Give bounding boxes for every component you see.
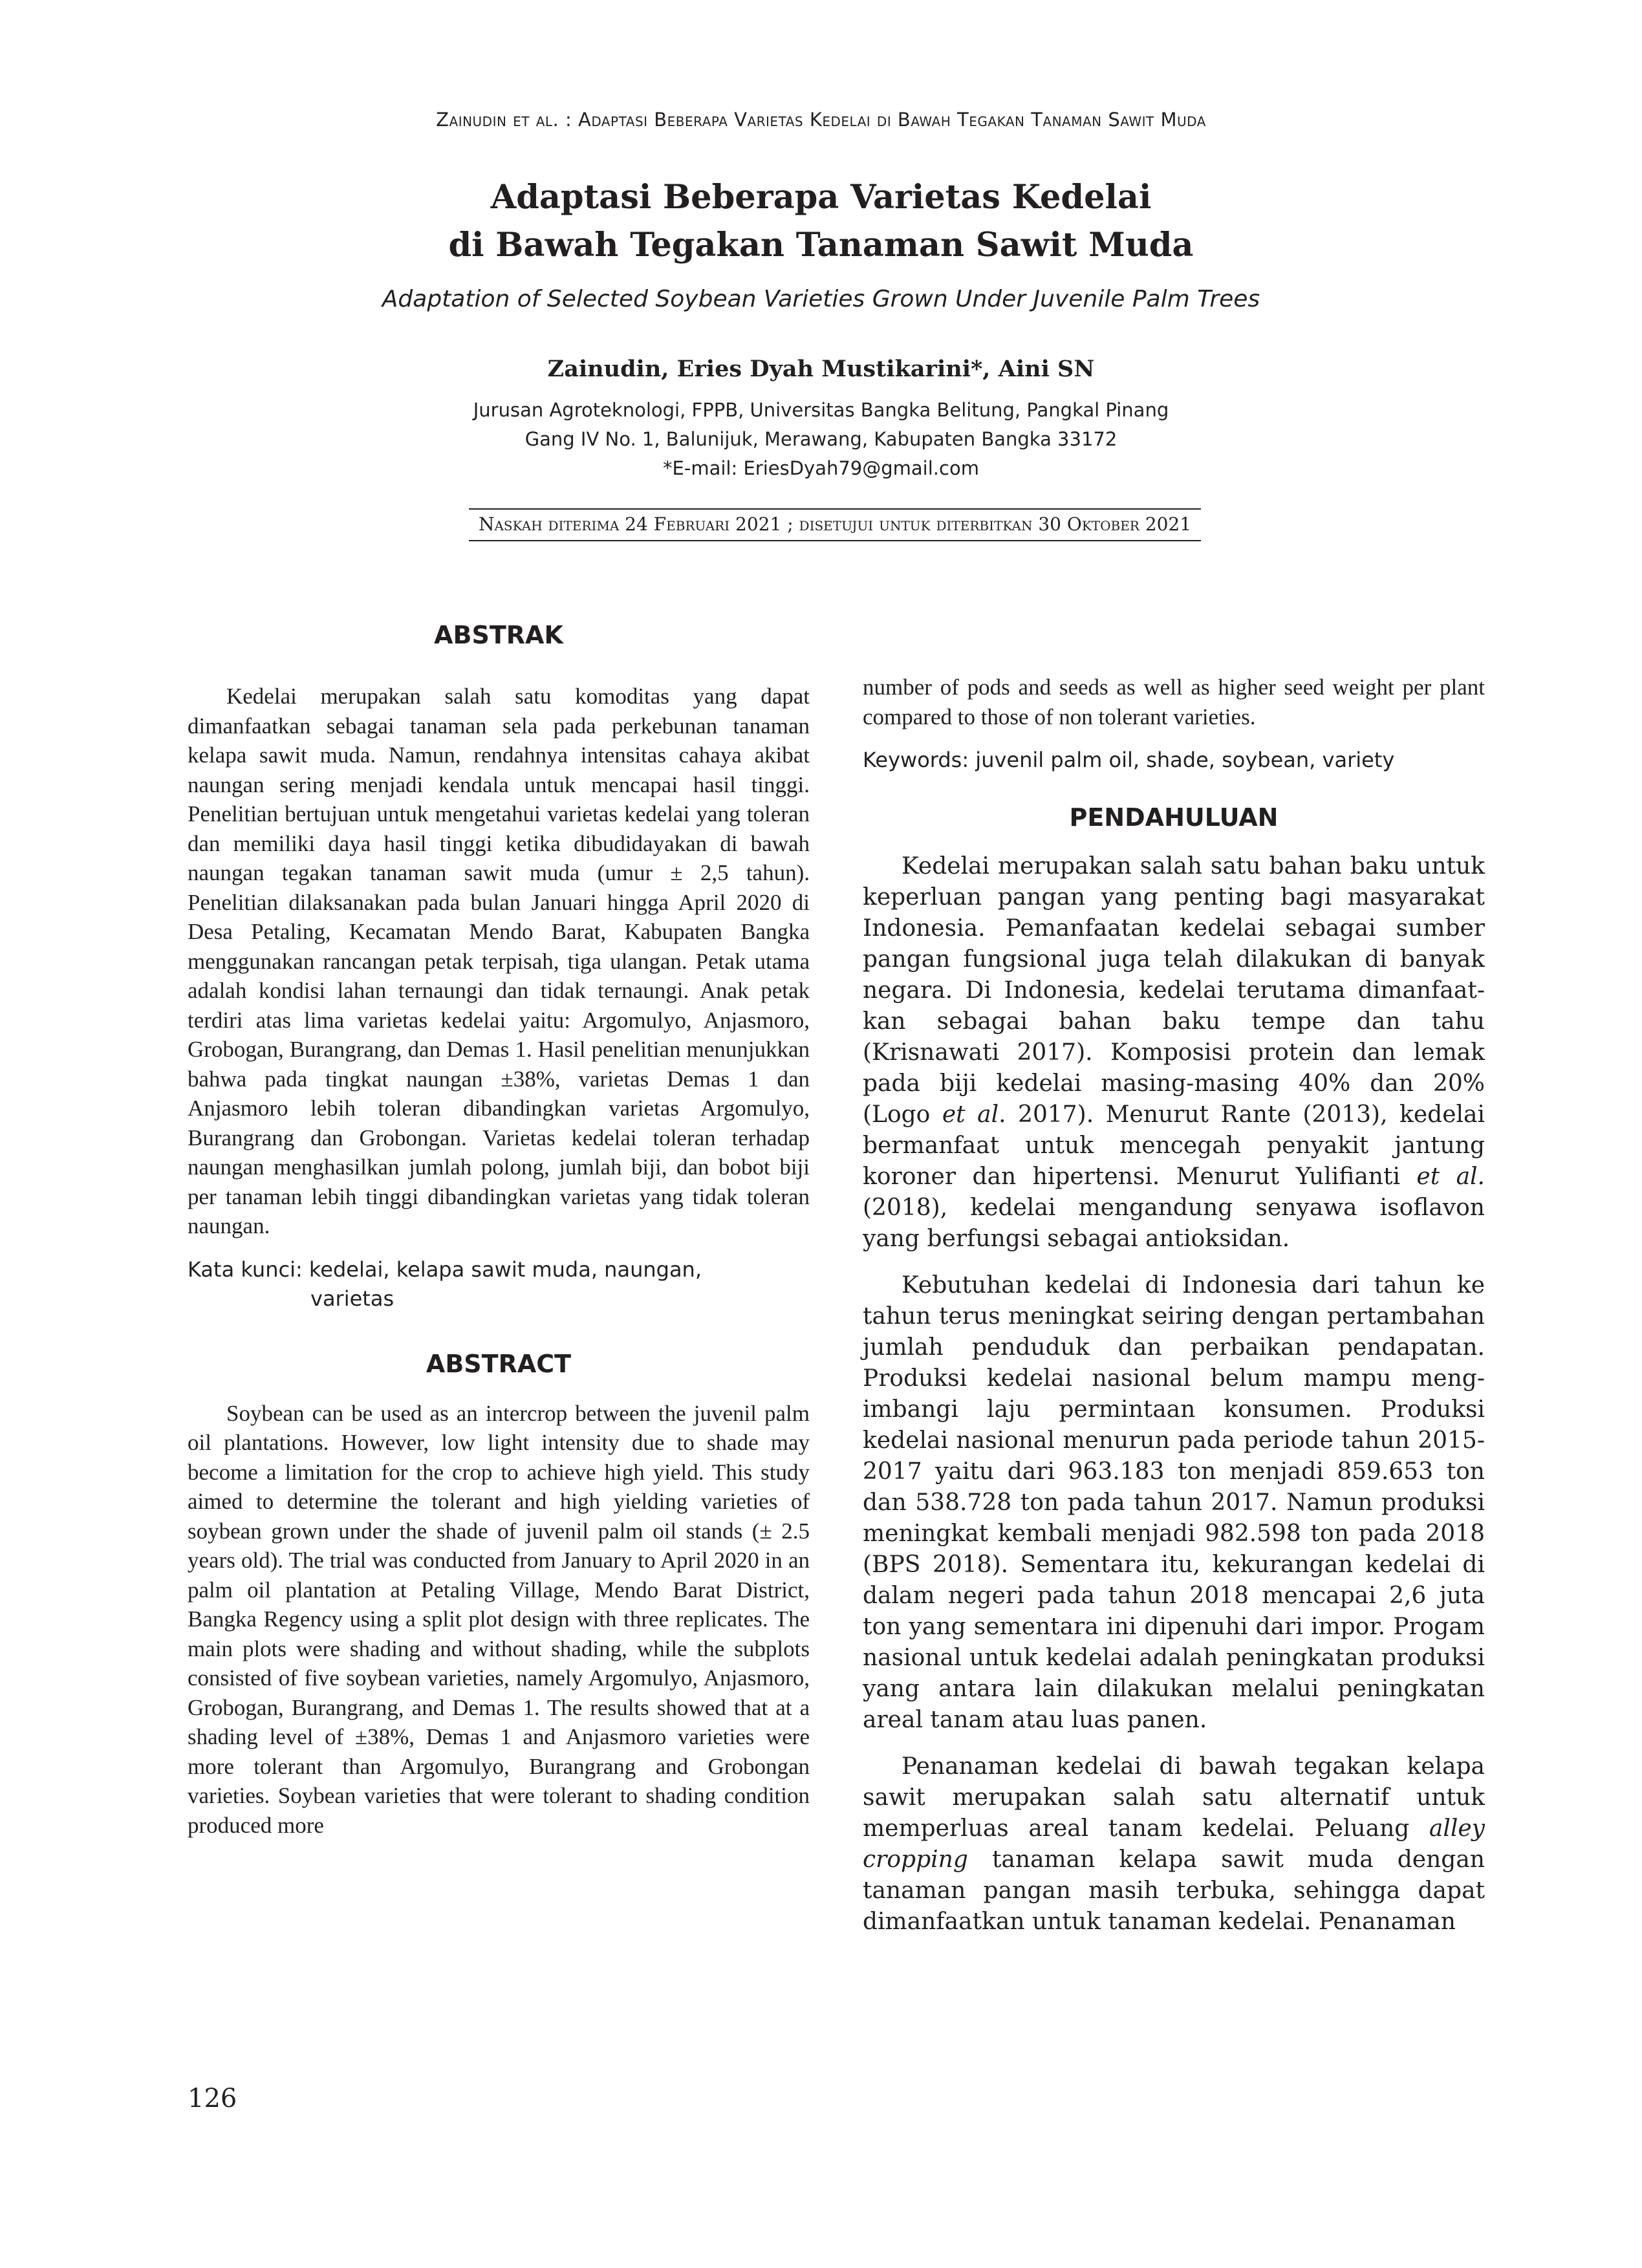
p3-text-b: tanaman kelapa sawit muda dengan tanaman pangan masih terbuka, sehingga dapat dimanfaatkan untuk tanaman kedelai. Penanaman	[863, 1846, 1485, 1935]
p1-text-b: . 2017). Menurut Rante (2013), kedelai bermanfaat untuk mencegah penyakit jantung koroner dan hipertensi. Menurut Yulifianti	[863, 1101, 1485, 1190]
affiliation	[0, 396, 1642, 483]
affiliation-line-2: Gang IV No. 1, Balunijuk, Merawang, Kabupaten Bangka 33172	[524, 428, 1118, 450]
page-number: 126	[188, 2084, 237, 2113]
right-column	[863, 673, 1485, 1938]
english-title: Adaptation of Selected Soybean Varieties Grown Under Juvenile Palm Trees	[382, 286, 1260, 312]
p1-et-al-1: et al	[942, 1101, 999, 1128]
abstract-text: Soybean can be used as an intercrop between the juvenil palm oil plantations. However, low light intensity due to shade may become a limitation for the crop to achieve high yield. This study aimed to determine the tolerant and high yielding varieties of soybean grown under the shade of juvenil palm oil stands (± 2.5 years old). The trial was conducted from January to April 2020 in an palm oil plantation at Petaling Village, Mendo Barat District, Bangka Regency using a split plot design with three replicates. The main plots were shading and without shading, while the subplots consisted of five soybean varieties, namely Argomulyo, Anjasmoro, Grobogan, Burangrang, and Demas 1. The results showed that at a shading level of ±38%, Demas 1 and Anjasmoro varieties were more tolerant than Argomulyo, Burangrang and Grobongan varieties. Soybean varieties that were tolerant to shading condition produced more	[188, 1400, 810, 1838]
abstrak-text: Kedelai merupakan salah satu komoditas yang dapat dimanfaatkan sebagai tanaman sela pada perkebunan tanaman kelapa sawit muda. Namun, rendahnya intensitas cahaya akibat naungan sering menjadi kendala untuk mencapai hasil tinggi. Penelitian bertujuan untuk mengetahui varietas kedelai yang toleran dan memiliki daya hasil tinggi ketika dibudidayakan di bawah naungan tegakan tanaman sawit muda (umur ± 2,5 tahun). Penelitian dilaksanakan pada bulan Januari hingga April 2020 di Desa Petaling, Kecamatan Mendo Barat, Kabupaten Bangka menggunakan rancangan petak terpisah, tiga ulangan. Petak utama adalah kondisi lahan ternaungi dan tidak ternaungi. Anak petak terdiri atas lima varietas kedelai yaitu: Argomulyo, Anjasmoro, Grobogan, Burangrang, dan Demas 1. Hasil penelitian menunjukkan bahwa pada tingkat naungan ±38%, varietas Demas 1 dan Anjasmoro lebih toleran dibandingkan varietas Argomulyo, Burangrang dan Grobongan. Varietas kedelai toleran terhadap naungan menghasilkan jumlah polong, jumlah biji, dan bobot biji per tanaman lebih tinggi dibandingkan varietas yang tidak toleran naungan.	[188, 684, 810, 1238]
title-line-1: Adaptasi Beberapa Varietas Kedelai	[490, 178, 1152, 217]
affiliation-line-1: Jurusan Agroteknologi, FPPB, Universitas Bangka Belitung, Pangkal Pinang	[473, 399, 1169, 421]
kata-kunci	[188, 1255, 810, 1313]
kata-kunci-line-2: varietas	[310, 1286, 394, 1311]
received-date-line: Naskah diterima 24 Februari 2021 ; disetujui untuk diterbitkan 30 Oktober 2021	[469, 508, 1201, 541]
p1-text-c: (2018), kedelai mengandung senyawa isoflavon yang berfungsi sebagai antioksidan.	[863, 1194, 1485, 1252]
abstrak-heading: ABSTRAK	[434, 621, 563, 649]
pendahuluan-paragraph-1	[863, 851, 1485, 1255]
pendahuluan-heading: PENDAHULUAN	[1069, 803, 1279, 832]
abstract-text-continued: number of pods and seeds as well as higher seed weight per plant compared to those of non tolerant varieties.	[863, 675, 1485, 729]
running-head: Zainudin et al. : Adaptasi Beberapa Varietas Kedelai di Bawah Tegakan Tanaman Sawit Muda	[436, 109, 1206, 131]
pendahuluan-paragraph-3	[863, 1751, 1485, 1938]
p1-text-a: Kedelai merupakan salah satu bahan baku untuk keperluan pangan yang penting bagi masyarakat Indonesia. Pemanfaatan kedelai sebagai sumber pangan fungsional juga telah dilakukan di banyak negara. Di Indonesia, kedelai terutama dimanfaatkan sebagai bahan baku tempe dan tahu (Krisnawati 2017). Komposisi protein dan lemak pada biji kedelai masing-masing 40% dan 20% (Logo	[863, 853, 1485, 1128]
p1-et-al-2: et al.	[1416, 1163, 1485, 1190]
title-line-2: di Bawah Tegakan Tanaman Sawit Muda	[448, 226, 1194, 265]
article-title	[0, 173, 1642, 269]
p3-text-a: Penanaman kedelai di bawah tegakan kelapa sawit merupakan salah satu alternatif untuk memperluas areal tanam kedelai. Peluang	[863, 1753, 1485, 1842]
p3-alley-cropping: alley cropping	[863, 1815, 1485, 1873]
abstract-heading: ABSTRACT	[426, 1349, 572, 1378]
left-column	[188, 621, 810, 1840]
authors: Zainudin, Eries Dyah Mustikarini*, Aini SN	[547, 356, 1095, 382]
abstract-keywords: Keywords: juvenil palm oil, shade, soybean, variety	[863, 748, 1395, 772]
corresponding-email: *E-mail: EriesDyah79@gmail.com	[663, 457, 979, 479]
kata-kunci-line-1: Kata kunci: kedelai, kelapa sawit muda, naungan,	[188, 1257, 702, 1282]
pendahuluan-paragraph-2: Kebutuhan kedelai di Indonesia dari tahun ke tahun terus meningkat seiring dengan pertambahan jumlah penduduk dan perbaikan pendapatan. Produksi kedelai nasional belum mampu mengimbangi laju permintaan konsumen. Produksi kedelai nasional menurun pada periode tahun 2015-2017 yaitu dari 963.183 ton menjadi 859.653 ton dan 538.728 ton pada tahun 2017. Namun produksi meningkat kembali menjadi 982.598 ton pada 2018 (BPS 2018). Sementara itu, kekurangan kedelai di dalam negeri pada tahun 2018 mencapai 2,6 juta ton yang sementara ini dipenuhi dari impor. Progam nasional untuk kedelai adalah peningkatan produksi yang antara lain dilakukan melalui peningkatan areal tanam atau luas panen.	[863, 1272, 1485, 1733]
